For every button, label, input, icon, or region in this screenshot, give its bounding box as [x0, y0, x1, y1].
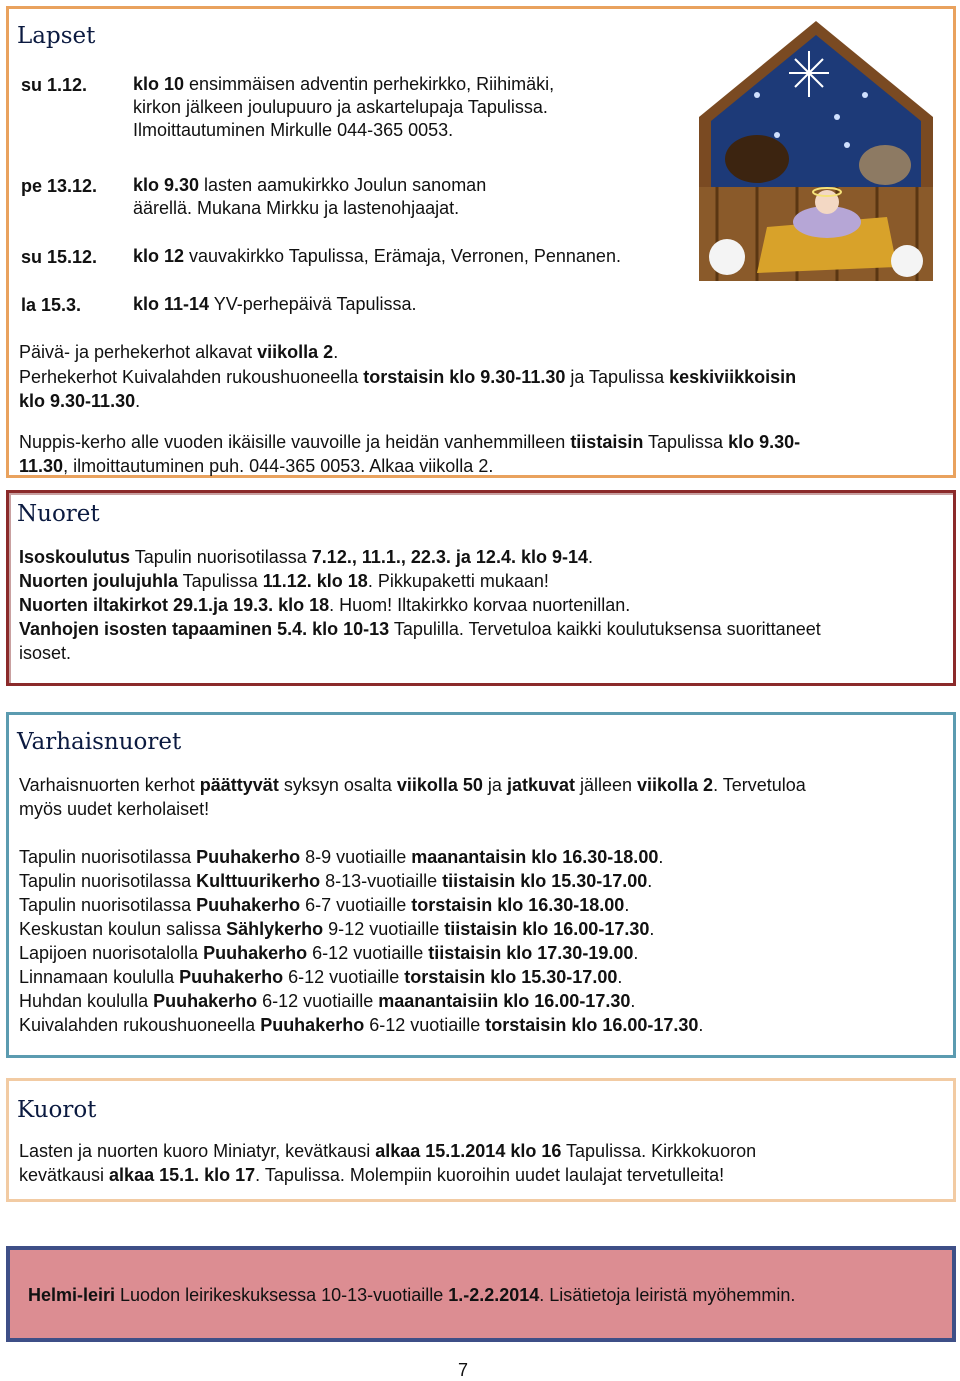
- club-row: Linnamaan koululla Puuhakerho 6-12 vuotiaille torstaisin klo 15.30-17.00.: [19, 967, 623, 987]
- lapset-title: Lapset: [17, 23, 96, 49]
- lapset-section: [6, 6, 956, 478]
- varhaisnuoret-title: Varhaisnuoret: [17, 729, 182, 755]
- nativity-scene-icon: [697, 17, 935, 281]
- event-date: pe 13.12.: [21, 176, 98, 196]
- paragraph: Perhekerhot Kuivalahden rukoushuoneella torstaisin klo 9.30-11.30 ja Tapulissa keskiviikkoisin: [19, 367, 797, 387]
- club-row: Tapulin nuorisotilassa Puuhakerho 8-9 vuotiaille maanantaisin klo 16.30-18.00.: [19, 847, 664, 867]
- club-row: Huhdan koululla Puuhakerho 6-12 vuotiaille maanantaisiin klo 16.00-17.30.: [19, 991, 636, 1011]
- row: Nuorten joulujuhla Tapulissa 11.12. klo 18. Pikkupaketti mukaan!: [19, 571, 549, 591]
- paragraph: Nuppis-kerho alle vuoden ikäisille vauvoille ja heidän vanhemmilleen tiistaisin Tapulissa klo 9.30-: [19, 432, 801, 452]
- event-date: su 1.12.: [21, 75, 88, 95]
- row: Nuorten iltakirkot 29.1.ja 19.3. klo 18. Huom! Iltakirkko korvaa nuortenillan.: [19, 595, 631, 615]
- camp-info: Helmi-leiri Luodon leirikeskuksessa 10-13-vuotiaille 1.-2.2.2014. Lisätietoja leiristä myöhemmin.: [28, 1285, 796, 1305]
- event-date: su 15.12.: [21, 247, 98, 267]
- row: Isoskoulutus Tapulin nuorisotilassa 7.12., 11.1., 22.3. ja 12.4. klo 9-14.: [19, 547, 594, 567]
- kuorot-title: Kuorot: [17, 1097, 97, 1123]
- event-text: klo 12 vauvakirkko Tapulissa, Erämaja, Verronen, Pennanen.: [133, 246, 621, 266]
- row: isoset.: [19, 643, 72, 663]
- page-number: 7: [458, 1360, 469, 1380]
- paragraph: klo 9.30-11.30.: [19, 391, 141, 411]
- club-row: Tapulin nuorisotilassa Puuhakerho 6-7 vuotiaille torstaisin klo 16.30-18.00.: [19, 895, 630, 915]
- varhaisnuoret-section: [6, 712, 956, 1058]
- club-row: Kuivalahden rukoushuoneella Puuhakerho 6-12 vuotiaille torstaisin klo 16.00-17.30.: [19, 1015, 704, 1035]
- intro: myös uudet kerholaiset!: [19, 799, 210, 819]
- paragraph: 11.30, ilmoittautuminen puh. 044-365 0053. Alkaa viikolla 2.: [19, 456, 494, 476]
- club-row: Lapijoen nuorisotalolla Puuhakerho 6-12 vuotiaille tiistaisin klo 17.30-19.00.: [19, 943, 639, 963]
- event-date: la 15.3.: [21, 295, 82, 315]
- event-text: klo 10 ensimmäisen adventin perhekirkko, Riihimäki, kirkon jälkeen joulupuuro ja askartelupaja Tapulissa. Ilmoittautuminen Mirkulle 044-365 0053.: [133, 74, 555, 140]
- intro: Varhaisnuorten kerhot päättyvät syksyn osalta viikolla 50 ja jatkuvat jälleen viikolla 2. Tervetuloa: [19, 775, 806, 795]
- paragraph: Päivä- ja perhekerhot alkavat viikolla 2.: [19, 342, 339, 362]
- club-row: Tapulin nuorisotilassa Kulttuurikerho 8-13-vuotiaille tiistaisin klo 15.30-17.00.: [19, 871, 653, 891]
- event-text: klo 11-14 YV-perhepäivä Tapulissa.: [133, 294, 417, 314]
- choir-line: Lasten ja nuorten kuoro Miniatyr, kevätkausi alkaa 15.1.2014 klo 16 Tapulissa. Kirkkokuoron: [19, 1141, 757, 1161]
- helmi-leiri-banner: [6, 1246, 956, 1342]
- club-row: Keskustan koulun salissa Sählykerho 9-12 vuotiaille tiistaisin klo 16.00-17.30.: [19, 919, 655, 939]
- row: Vanhojen isosten tapaaminen 5.4. klo 10-13 Tapulilla. Tervetuloa kaikki koulutuksensa suorittaneet: [19, 619, 821, 639]
- kuorot-section: [6, 1078, 956, 1202]
- nuoret-title: Nuoret: [17, 501, 100, 527]
- nuoret-section: [6, 490, 956, 686]
- choir-line: kevätkausi alkaa 15.1. klo 17. Tapulissa. Molempiin kuoroihin uudet laulajat tervetulleita!: [19, 1165, 725, 1185]
- event-text: klo 9.30 lasten aamukirkko Joulun sanoman äärellä. Mukana Mirkku ja lastenohjaajat.: [133, 175, 487, 218]
